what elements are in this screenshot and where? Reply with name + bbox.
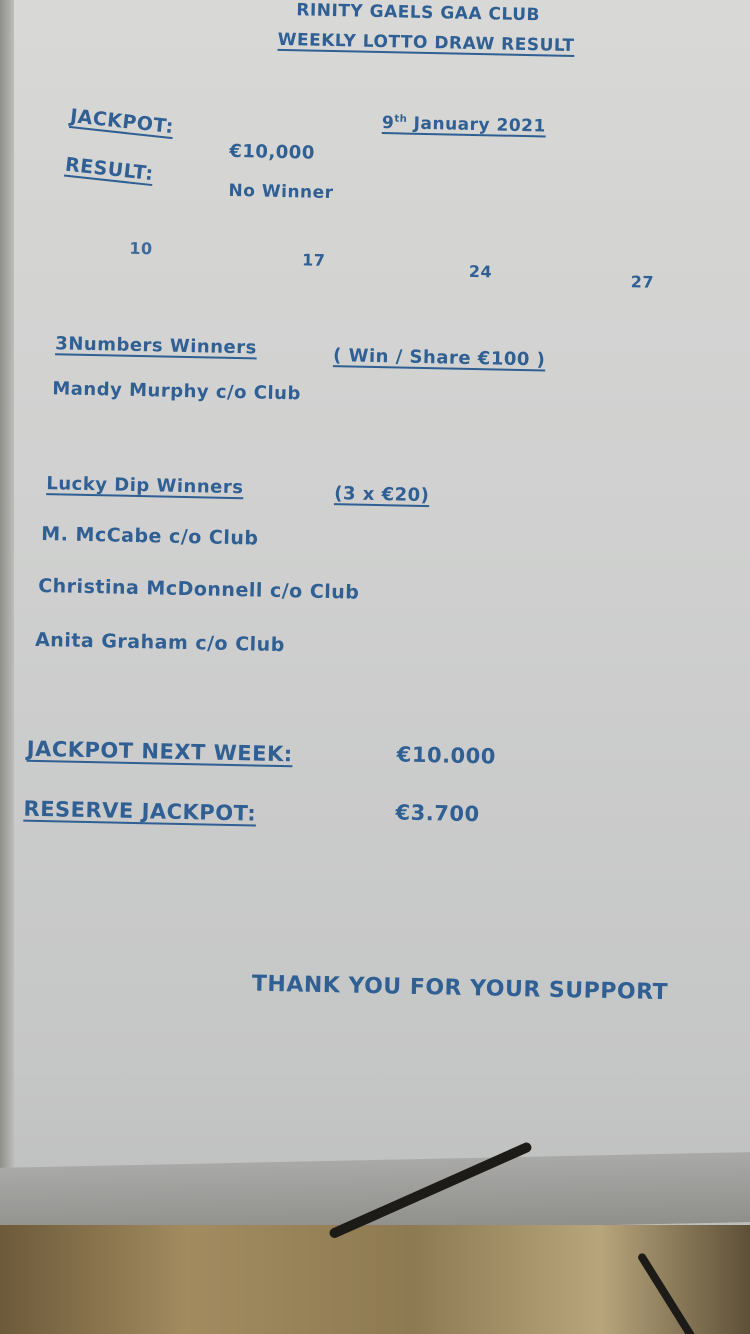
reserve-jackpot-value: €3.700 bbox=[395, 800, 480, 827]
lucky-dip-winner: Anita Graham c/o Club bbox=[34, 628, 286, 657]
draw-date-suffix: th bbox=[394, 113, 408, 125]
lucky-dip-label: Lucky Dip Winners bbox=[46, 473, 244, 499]
lucky-dip-winner: M. McCabe c/o Club bbox=[41, 522, 259, 550]
result-label: RESULT: bbox=[64, 153, 155, 186]
draw-date bbox=[382, 113, 546, 136]
thank-you-message: THANK YOU FOR YOUR SUPPORT bbox=[251, 971, 669, 1006]
next-week-jackpot-label: JACKPOT NEXT WEEK: bbox=[26, 736, 293, 767]
next-week-jackpot-value: €10.000 bbox=[396, 742, 497, 769]
drawn-number: 17 bbox=[301, 250, 326, 270]
result-value: No Winner bbox=[228, 180, 334, 204]
three-numbers-label: 3Numbers Winners bbox=[55, 333, 258, 359]
reserve-jackpot-label: RESERVE JACKPOT: bbox=[23, 796, 257, 826]
three-numbers-prize: ( Win / Share €100 ) bbox=[332, 345, 546, 371]
jackpot-value: €10,000 bbox=[229, 140, 316, 164]
sheet-title: WEEKLY LOTTO DRAW RESULT bbox=[277, 29, 575, 57]
draw-date-day: 9 bbox=[381, 113, 395, 134]
draw-date-rest: January 2021 bbox=[407, 113, 547, 137]
three-numbers-winner: Mandy Murphy c/o Club bbox=[52, 378, 302, 405]
jackpot-label: JACKPOT: bbox=[69, 105, 175, 139]
drawn-number: 10 bbox=[129, 238, 153, 259]
drawn-number: 24 bbox=[468, 261, 493, 282]
lucky-dip-prize: (3 x €20) bbox=[333, 483, 430, 507]
drawn-number: 27 bbox=[630, 272, 655, 292]
lucky-dip-winner: Christina McDonnell c/o Club bbox=[37, 574, 360, 604]
club-name: RINITY GAELS GAA CLUB bbox=[296, 0, 541, 26]
floor-background bbox=[0, 1225, 750, 1334]
